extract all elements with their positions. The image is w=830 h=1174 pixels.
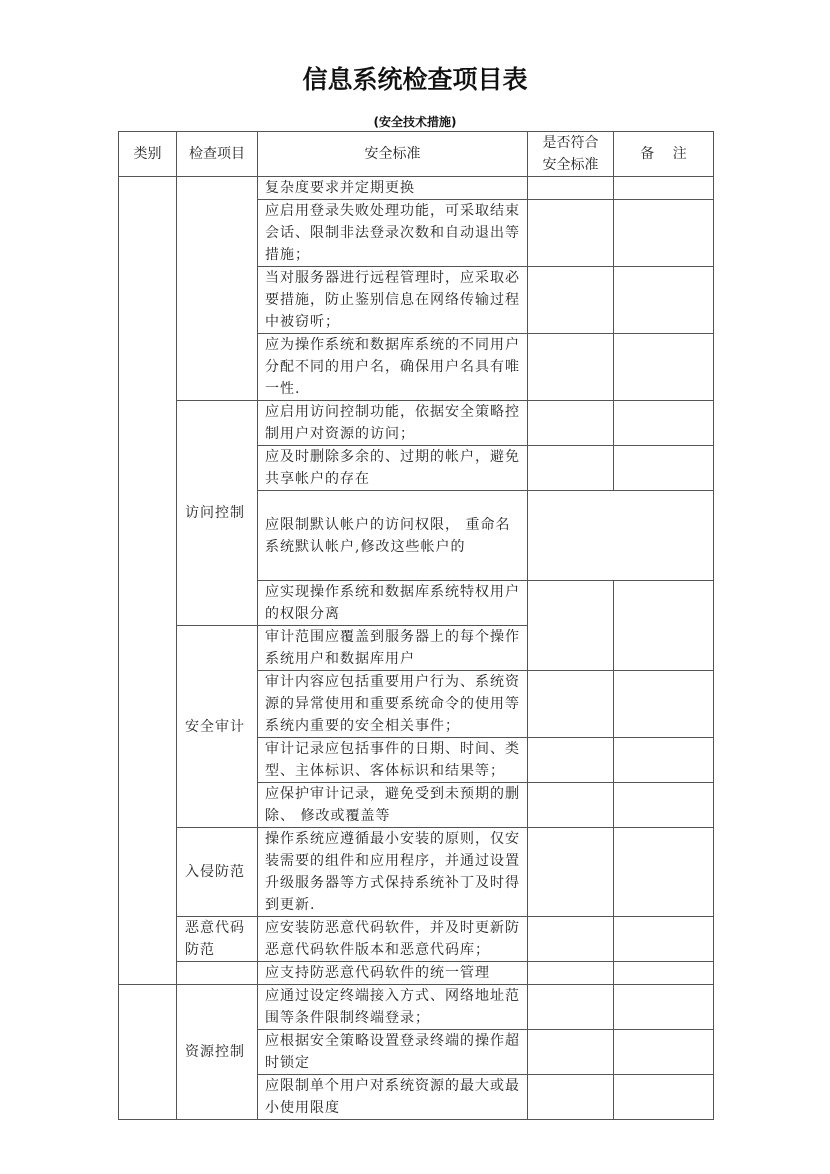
remark-cell[interactable] bbox=[614, 671, 714, 738]
remark-cell[interactable] bbox=[614, 828, 714, 917]
table-header-row bbox=[119, 132, 714, 177]
remark-cell[interactable] bbox=[614, 1030, 714, 1075]
compliant-cell[interactable] bbox=[528, 200, 614, 267]
merged-compliant-remark-cell[interactable] bbox=[528, 491, 714, 581]
compliant-cell[interactable] bbox=[528, 917, 614, 962]
standard-cell: 应启用登录失败处理功能，可采取结束会话、限制非法登录次数和自动退出等措施； bbox=[258, 200, 528, 267]
item-access-control: 访问控制 bbox=[177, 401, 258, 626]
remark-cell[interactable] bbox=[614, 200, 714, 267]
item-resource-control: 资源控制 bbox=[177, 985, 258, 1120]
remark-cell[interactable] bbox=[614, 177, 714, 200]
compliant-cell[interactable] bbox=[528, 1075, 614, 1120]
remark-cell[interactable] bbox=[614, 446, 714, 491]
table-row bbox=[119, 985, 714, 1030]
standard-cell: 应为操作系统和数据库系统的不同用户分配不同的用户名，确保用户名具有唯一性. bbox=[258, 334, 528, 401]
page-subtitle: (安全技术措施) bbox=[373, 115, 457, 129]
table-row bbox=[119, 177, 714, 200]
remark-cell[interactable] bbox=[614, 962, 714, 985]
item-malware-prevention: 恶意代码防范 bbox=[177, 917, 258, 962]
compliant-cell[interactable] bbox=[528, 267, 614, 334]
standard-cell: 应保护审计记录，避免受到未预期的删除、 修改或覆盖等 bbox=[258, 783, 528, 828]
table-row bbox=[119, 828, 714, 917]
remark-cell[interactable] bbox=[614, 401, 714, 446]
compliant-cell[interactable] bbox=[528, 671, 614, 738]
standard-cell: 复杂度要求并定期更换 bbox=[258, 177, 528, 200]
standard-cell: 操作系统应遵循最小安装的原则，仅安装需要的组件和应用程序，并通过设置升级服务器等方式保持系统补丁及时得到更新. bbox=[258, 828, 528, 917]
remark-cell[interactable] bbox=[614, 738, 714, 783]
standard-cell: 应实现操作系统和数据库系统特权用户的权限分离 bbox=[258, 581, 528, 626]
standard-cell: 应及时删除多余的、过期的帐户，避免共享帐户的存在 bbox=[258, 446, 528, 491]
header-category: 类别 bbox=[119, 132, 177, 177]
remark-cell[interactable] bbox=[614, 1075, 714, 1120]
standard-cell: 应安装防恶意代码软件，并及时更新防恶意代码软件版本和恶意代码库； bbox=[258, 917, 528, 962]
remark-cell[interactable] bbox=[614, 985, 714, 1030]
standard-cell: 审计内容应包括重要用户行为、系统资源的异常使用和重要系统命令的使用等系统内重要的安全相关事件； bbox=[258, 671, 528, 738]
table-row bbox=[119, 401, 714, 446]
category-cell bbox=[119, 177, 177, 985]
standard-cell: 审计记录应包括事件的日期、时间、类型、主体标识、客体标识和结果等； bbox=[258, 738, 528, 783]
inspection-table bbox=[118, 131, 714, 1120]
standard-cell: 审计范围应覆盖到服务器上的每个操作系统用户和数据库用户 bbox=[258, 626, 528, 671]
standard-cell: 应限制默认帐户的访问权限， 重命名系统默认帐户,修改这些帐户的 bbox=[258, 491, 528, 581]
standard-cell: 当对服务器进行远程管理时，应采取必要措施，防止鉴别信息在网络传输过程中被窃听； bbox=[258, 267, 528, 334]
compliant-cell[interactable] bbox=[528, 828, 614, 917]
header-standard: 安全标准 bbox=[258, 132, 528, 177]
compliant-cell[interactable] bbox=[528, 738, 614, 783]
compliant-cell[interactable] bbox=[528, 177, 614, 200]
header-item: 检查项目 bbox=[177, 132, 258, 177]
compliant-cell[interactable] bbox=[528, 401, 614, 446]
remark-cell[interactable] bbox=[614, 334, 714, 401]
item-cell bbox=[177, 962, 258, 985]
table-row bbox=[119, 962, 714, 985]
compliant-cell[interactable] bbox=[528, 1030, 614, 1075]
compliant-cell[interactable] bbox=[528, 783, 614, 828]
standard-cell: 应根据安全策略设置登录终端的操作超时锁定 bbox=[258, 1030, 528, 1075]
remark-cell[interactable] bbox=[614, 267, 714, 334]
compliant-cell[interactable] bbox=[528, 334, 614, 401]
item-intrusion-prevention: 入侵防范 bbox=[177, 828, 258, 917]
standard-cell: 应通过设定终端接入方式、网络地址范围等条件限制终端登录； bbox=[258, 985, 528, 1030]
standard-cell: 应限制单个用户对系统资源的最大或最小使用限度 bbox=[258, 1075, 528, 1120]
category-cell bbox=[119, 985, 177, 1120]
item-security-audit: 安全审计 bbox=[177, 626, 258, 828]
remark-cell[interactable] bbox=[614, 581, 714, 671]
compliant-cell[interactable] bbox=[528, 446, 614, 491]
compliant-cell[interactable] bbox=[528, 581, 614, 671]
standard-cell: 应支持防恶意代码软件的统一管理 bbox=[258, 962, 528, 985]
page-title: 信息系统检查项目表 bbox=[302, 65, 528, 94]
header-compliant: 是否符合安全标准 bbox=[528, 132, 614, 177]
compliant-cell[interactable] bbox=[528, 962, 614, 985]
compliant-cell[interactable] bbox=[528, 985, 614, 1030]
remark-cell[interactable] bbox=[614, 783, 714, 828]
remark-cell[interactable] bbox=[614, 917, 714, 962]
header-remark: 备 注 bbox=[614, 132, 714, 177]
standard-cell: 应启用访问控制功能，依据安全策略控制用户对资源的访问； bbox=[258, 401, 528, 446]
table-row bbox=[119, 917, 714, 962]
item-cell bbox=[177, 177, 258, 401]
